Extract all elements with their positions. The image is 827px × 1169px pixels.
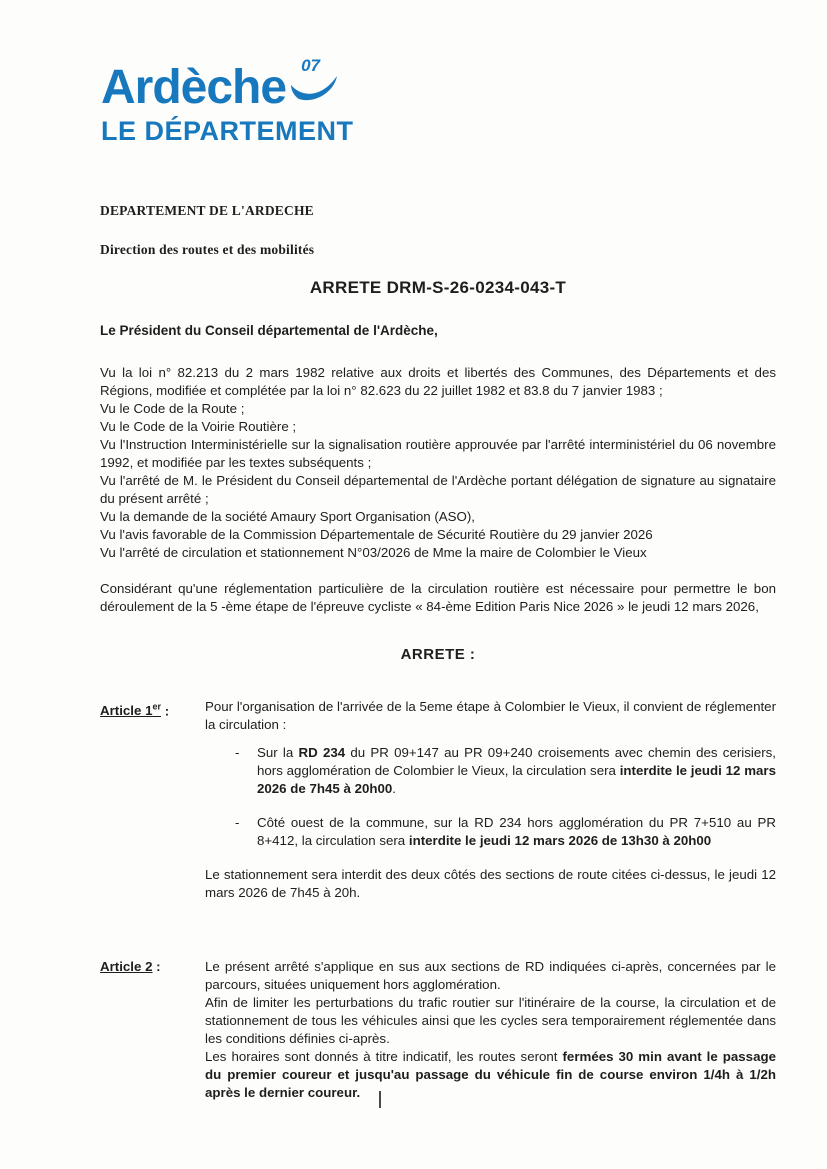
bullet-marker: - <box>235 815 240 830</box>
article-2-paragraph: Afin de limiter les perturbations du trafic routier sur l'itinéraire de la course, la circulation et de stationnement de tous les véhicules ainsi que les cycles sera temporairement réglementée dans les conditions définies ci-après. <box>205 995 776 1046</box>
bullet-text: Sur la RD 234 du PR 09+147 au PR 09+240 croisements avec chemin des cerisiers, hors agglomération de Colombier le Vieux, la circulation sera interdite le jeudi 12 mars 2026 de 7h45 à 20h00. <box>257 745 776 796</box>
article-2 <box>100 958 776 1102</box>
recital-line: Vu l'arrêté de M. le Président du Conseil départemental de l'Ardèche portant délégation de signature au signataire du présent arrêté ; <box>100 473 776 506</box>
scan-artifact-mark <box>379 1091 381 1108</box>
bullet-text: Côté ouest de la commune, sur la RD 234 hors agglomération du PR 7+510 au PR 8+412, la circulation sera interdite le jeudi 12 mars 2026 de 13h30 à 20h00 <box>257 815 776 848</box>
article-2-label-text: Article 2 <box>100 959 153 974</box>
article-2-paragraph: Le présent arrêté s'applique en sus aux sections de RD indiquées ci-après, concernées par le parcours, situées uniquement hors agglomération. <box>205 959 776 992</box>
article-2-label-colon: : <box>152 959 161 974</box>
article-1-bullet-list <box>205 744 776 850</box>
ardeche-07-swoosh-icon <box>288 58 342 104</box>
list-item <box>233 744 776 798</box>
article-1-label-text: Article 1 <box>100 703 153 719</box>
article-1-label-colon: : <box>161 703 170 719</box>
logo-subtitle: LE DÉPARTEMENT <box>101 116 354 146</box>
article-1-body <box>205 698 776 902</box>
recital-line: Vu l'Instruction Interministérielle sur la signalisation routière approuvée par l'arrêté interministériel du 06 novembre 1992, et modifiée par les textes subséquents ; <box>100 437 776 470</box>
article-1-label <box>100 698 205 902</box>
arrete-reference-title: ARRETE DRM-S-26-0234-043-T <box>309 278 567 297</box>
direction-heading: Direction des routes et des mobilités <box>100 242 315 257</box>
department-heading: DEPARTEMENT DE L'ARDECHE <box>100 203 314 218</box>
arrete-section-heading: ARRETE : <box>400 646 476 663</box>
recital-line: Vu le Code de la Voirie Routière ; <box>100 419 297 434</box>
article-1-intro: Pour l'organisation de l'arrivée de la 5eme étape à Colombier le Vieux, il convient de réglementer la circulation : <box>205 699 776 732</box>
logo-brand-text: Ardèche <box>101 61 287 114</box>
list-item <box>233 814 776 850</box>
recitals-block <box>100 364 776 562</box>
article-2-body <box>205 958 776 1102</box>
considerant-paragraph: Considérant qu'une réglementation particulière de la circulation routière est nécessaire pour permettre le bon déroulement de la 5 -ème étape de l'épreuve cycliste « 84-ème Edition Paris Nice 2026 » le jeudi 12 mars 2026, <box>100 581 776 614</box>
article-1-closing: Le stationnement sera interdit des deux côtés des sections de route citées ci-dessus, le jeudi 12 mars 2026 de 7h45 à 20h. <box>205 867 776 900</box>
recital-line: Vu la demande de la société Amaury Sport Organisation (ASO), <box>100 509 475 524</box>
recital-line: Vu la loi n° 82.213 du 2 mars 1982 relative aux droits et libertés des Communes, des Départements et des Régions, modifiée et complétée par la loi n° 82.623 du 22 juillet 1982 et 83.8 du 7 janvier 1983 ; <box>100 365 776 398</box>
recital-line: Vu le Code de la Route ; <box>100 401 245 416</box>
salutation-line: Le Président du Conseil départemental de l'Ardèche, <box>100 323 438 338</box>
article-2-label <box>100 958 205 1102</box>
bullet-marker: - <box>235 745 240 760</box>
logo-badge-number: 07 <box>301 56 320 75</box>
article-1-label-sup: er <box>152 702 161 712</box>
article-1 <box>100 698 776 902</box>
recital-line: Vu l'arrêté de circulation et stationnement N°03/2026 de Mme la maire de Colombier le Vieux <box>100 545 647 560</box>
document-content <box>100 202 776 1102</box>
article-2-paragraph: Les horaires sont donnés à titre indicatif, les routes seront fermées 30 min avant le passage du premier coureur et jusqu'au passage du véhicule fin de course environ 1/4h à 1/2h après le dernier coureur. <box>205 1049 776 1100</box>
ardeche-logo <box>101 56 354 146</box>
recital-line: Vu l'avis favorable de la Commission Départementale de Sécurité Routière du 29 janvier 2026 <box>100 527 653 542</box>
